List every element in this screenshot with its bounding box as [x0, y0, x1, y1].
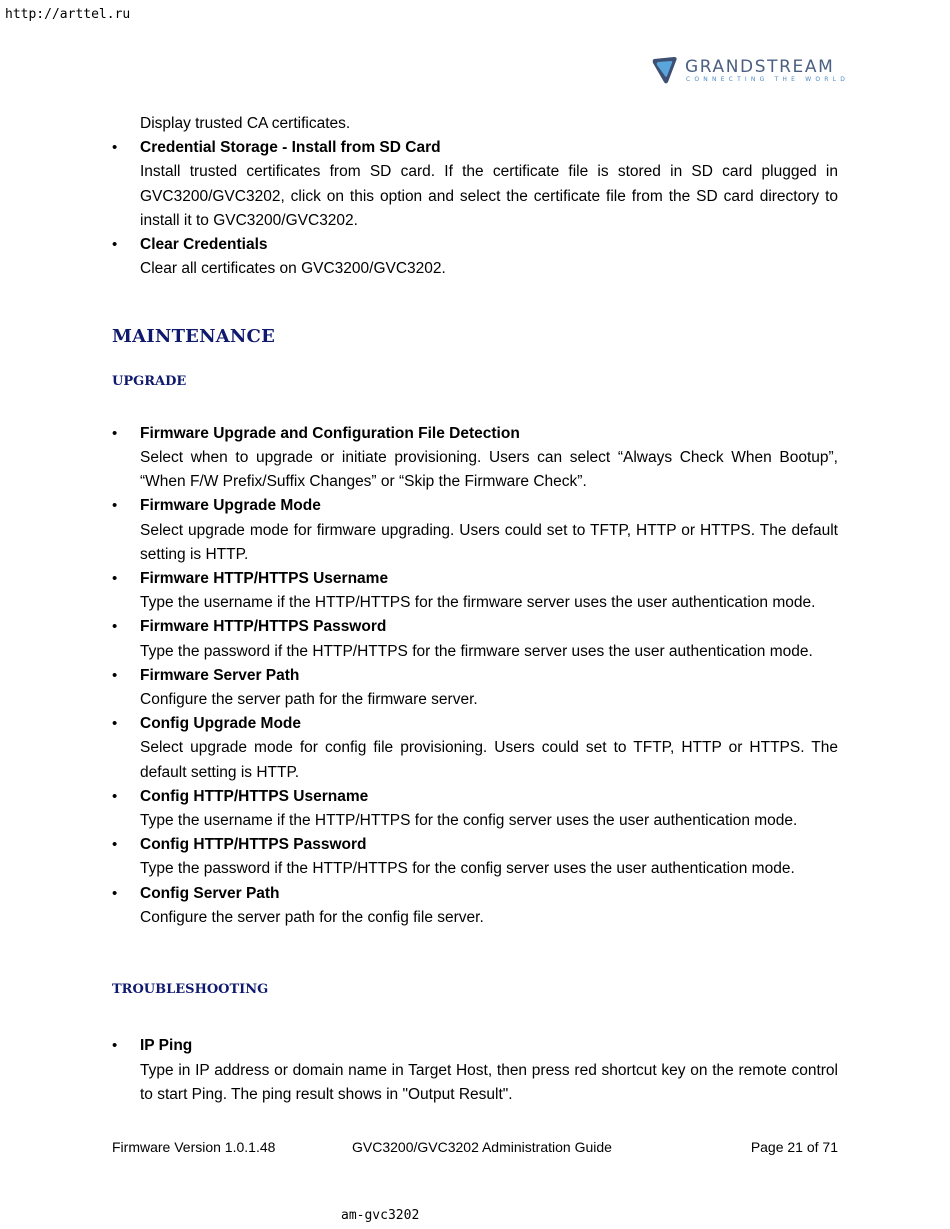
item-term: Firmware Upgrade Mode — [140, 497, 321, 515]
list-item — [112, 882, 838, 930]
bullet-icon: • — [112, 715, 118, 733]
item-description: Type in IP address or domain name in Target Host, then press red shortcut key on the remote control to start Ping. The ping result shows in "Output Result". — [140, 1061, 838, 1103]
list-item — [112, 785, 838, 833]
item-term: IP Ping — [140, 1037, 193, 1055]
list-item — [112, 136, 838, 233]
list-item — [112, 833, 838, 881]
item-term: Firmware HTTP/HTTPS Password — [140, 618, 387, 636]
list-item — [112, 1034, 838, 1107]
bullet-icon: • — [112, 666, 118, 684]
intro-text: Display trusted CA certificates. — [140, 115, 351, 132]
item-description: Clear all certificates on GVC3200/GVC3202. — [140, 260, 446, 278]
subsection-heading-troubleshooting: TROUBLESHOOTING — [112, 982, 269, 998]
bullet-icon: • — [112, 618, 118, 636]
page-content — [112, 112, 838, 1107]
item-term: Config HTTP/HTTPS Username — [140, 787, 369, 805]
item-term: Config HTTP/HTTPS Password — [140, 836, 367, 854]
bullet-icon: • — [112, 1037, 118, 1055]
subsection-heading-upgrade: UPGRADE — [112, 373, 187, 389]
list-item — [112, 712, 838, 785]
source-url[interactable]: http://arttel.ru — [5, 7, 131, 22]
list-item — [112, 233, 838, 281]
footer-firmware-version: Firmware Version 1.0.1.48 — [112, 1139, 276, 1155]
list-item — [112, 494, 838, 567]
item-description: Type the password if the HTTP/HTTPS for the config server uses the user authentication mode. — [140, 860, 795, 878]
item-description: Select when to upgrade or initiate provisioning. Users can select “Always Check When Bootup”, “When F/W Prefix/Suffix Changes” or “Skip the Firmware Check”. — [140, 449, 838, 491]
item-term: Firmware Upgrade and Configuration File Detection — [140, 424, 520, 442]
bullet-icon: • — [112, 836, 118, 854]
item-description: Configure the server path for the config file server. — [140, 908, 484, 926]
item-description: Install trusted certificates from SD card. If the certificate file is stored in SD card plugged in GVC3200/GVC3202, click on this option and select the certificate file from the SD card directory to install it to GVC3200/GVC3202. — [140, 163, 838, 229]
list-item — [112, 567, 838, 615]
bullet-icon: • — [112, 139, 118, 157]
grandstream-logo — [652, 55, 850, 87]
item-term: Firmware HTTP/HTTPS Username — [140, 570, 389, 588]
bullet-icon: • — [112, 787, 118, 805]
document-id-label: am-gvc3202 — [341, 1208, 420, 1223]
item-description: Select upgrade mode for firmware upgrading. Users could set to TFTP, HTTP or HTTPS. The default setting is HTTP. — [140, 521, 838, 563]
list-item — [112, 615, 838, 663]
item-term: Clear Credentials — [140, 236, 268, 254]
item-description: Select upgrade mode for config file provisioning. Users could set to TFTP, HTTP or HTTPS. The default setting is HTTP. — [140, 739, 838, 781]
bullet-icon: • — [112, 497, 118, 515]
item-description: Type the username if the HTTP/HTTPS for the firmware server uses the user authentication mode. — [140, 594, 816, 612]
bullet-icon: • — [112, 570, 118, 588]
item-term: Config Upgrade Mode — [140, 715, 302, 733]
item-description: Configure the server path for the firmware server. — [140, 691, 478, 709]
item-term: Firmware Server Path — [140, 666, 300, 684]
bullet-icon: • — [112, 236, 118, 254]
item-term: Config Server Path — [140, 884, 280, 902]
section-heading-maintenance: MAINTENANCE — [112, 326, 275, 348]
list-item — [112, 664, 838, 712]
logo-wordmark: GRANDSTREAM — [685, 57, 835, 77]
footer-page-number: Page 21 of 71 — [750, 1139, 838, 1155]
bullet-icon: • — [112, 884, 118, 902]
logo-tagline: CONNECTING THE WORLD — [686, 76, 850, 83]
list-item — [112, 422, 838, 495]
bullet-icon: • — [112, 424, 118, 442]
item-description: Type the password if the HTTP/HTTPS for the firmware server uses the user authentication mode. — [140, 642, 813, 660]
footer-guide-title: GVC3200/GVC3202 Administration Guide — [352, 1139, 612, 1155]
item-term: Credential Storage - Install from SD Card — [140, 139, 441, 157]
logo-mark-icon — [652, 55, 680, 85]
item-description: Type the username if the HTTP/HTTPS for the config server uses the user authentication mode. — [140, 812, 798, 830]
